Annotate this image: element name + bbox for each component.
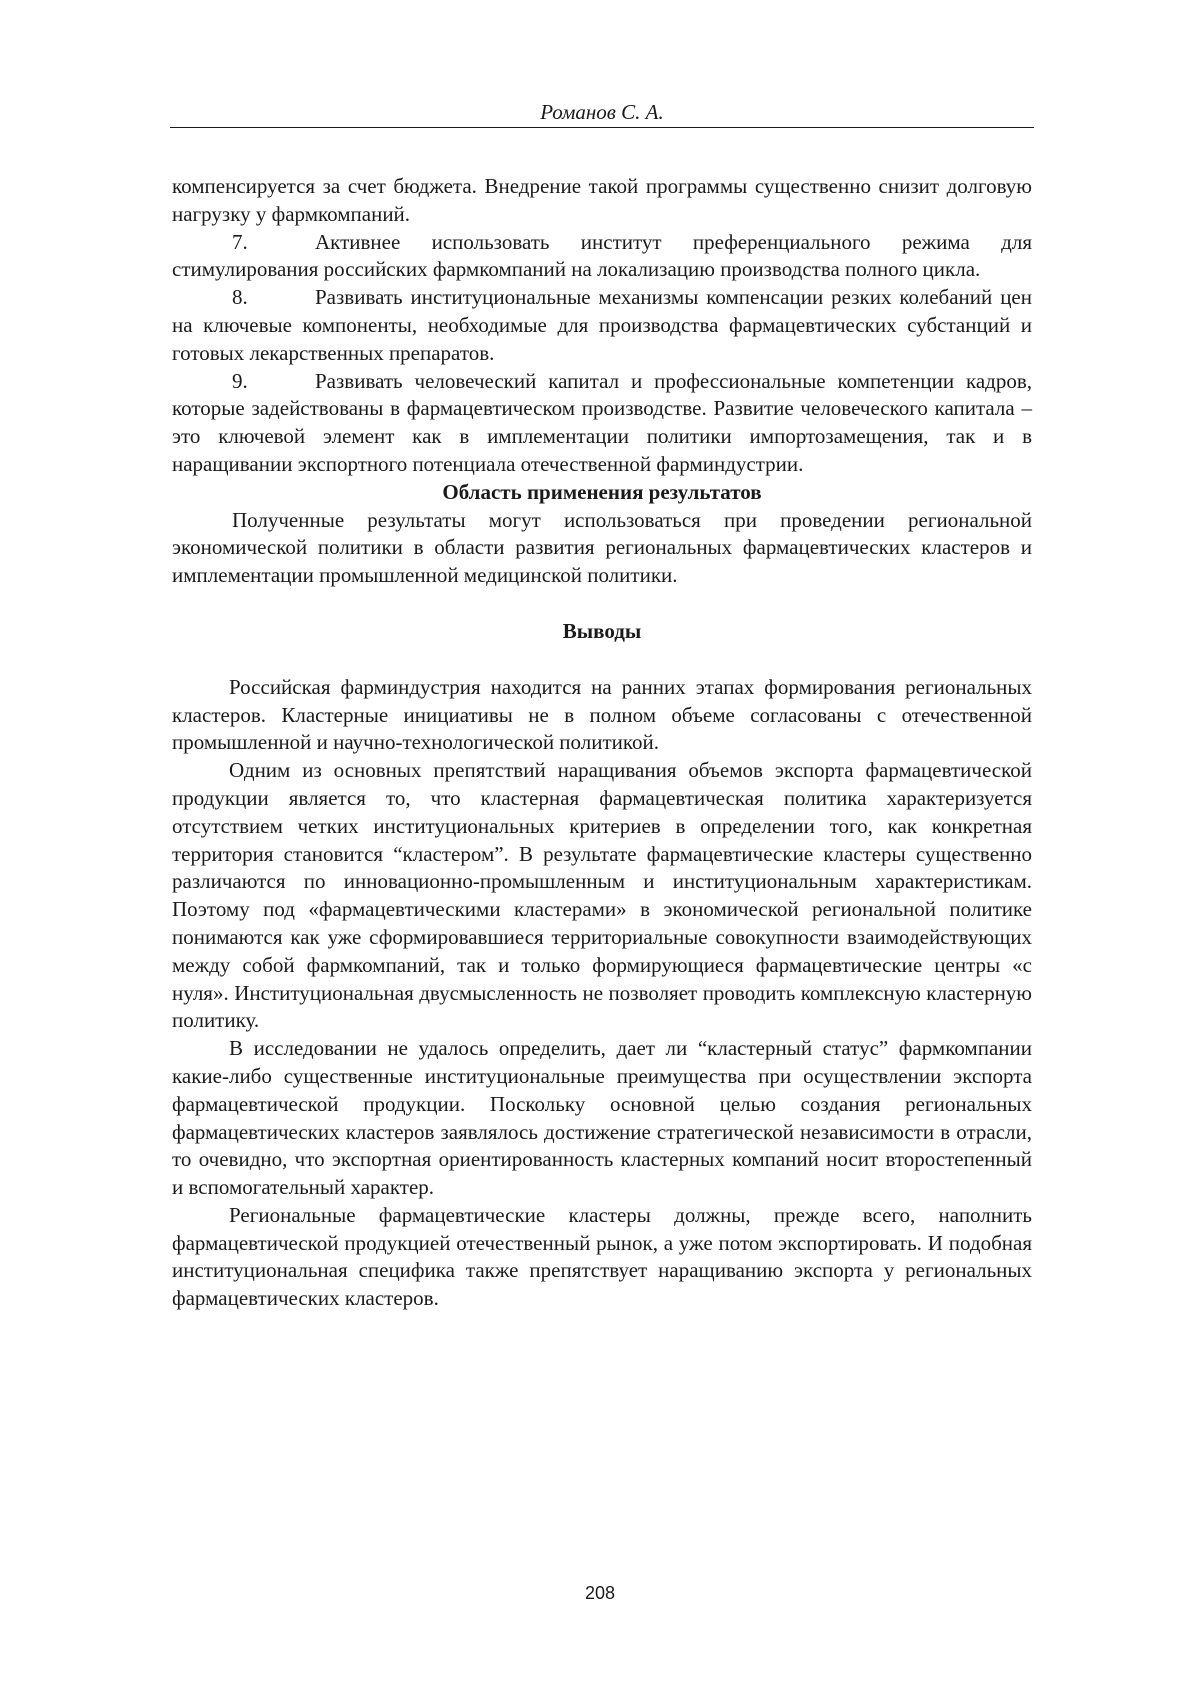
list-item-text: Активнее использовать институт преференциального режима для стимулирования российских фармкомпаний на локализацию производства полного цикла. (172, 229, 1032, 282)
header-divider (170, 127, 1034, 128)
conclusions-paragraph-4: Региональные фармацевтические кластеры должны, прежде всего, наполнить фармацевтической продукцией отечественный рынок, а уже потом экспортировать. И подобная институциональная специфика также препятствует наращиванию экспорта у региональных фармацевтических кластеров. (172, 1202, 1032, 1311)
body-text (172, 173, 1032, 1313)
paragraph-continuation: компенсируется за счет бюджета. Внедрение такой программы существенно снизит долговую нагрузку у фармкомпаний. (172, 174, 1032, 226)
application-paragraph: Полученные результаты могут использоваться при проведении региональной экономической политики в области развития региональных фармацевтических кластеров и имплементации промышленной медицинской политики. (172, 507, 1032, 588)
list-number: 9. (232, 368, 248, 393)
list-item-7 (172, 229, 1032, 285)
conclusions-paragraph-2: Одним из основных препятствий наращивания объемов экспорта фармацевтической продукции является то, что кластерная фармацевтическая политика характеризуется отсутствием четких институциональных критериев в определении того, как конкретная территория становится “кластером”. В результате фармацевтические кластеры существенно различаются по инновационно-промышленным и институциональным характеристикам. Поэтому под «фармацевтическими кластерами» в экономической региональной политике понимаются как уже сформировавшиеся территориальные совокупности взаимодействующих между собой фармкомпаний, так и только формирующиеся фармацевтические центры «с нуля». Институциональная двусмысленность не позволяет проводить комплексную кластерную политику. (172, 758, 1032, 1033)
list-number: 7. (232, 229, 248, 254)
list-item-text: Развивать человеческий капитал и профессиональные компетенции кадров, которые задействованы в фармацевтическом производстве. Развитие человеческого капитала – это ключевой элемент как в имплементации политики импортозамещения, так и в наращивании экспортного потенциала отечественной фарминдустрии. (172, 368, 1032, 476)
conclusions-paragraph-3: В исследовании не удалось определить, дает ли “кластерный статус” фармкомпании какие-либо существенные институциональные преимущества при осуществлении экспорта фармацевтической продукции. Поскольку основной целью создания региональных фармацевтических кластеров заявлялось достижение стратегической независимости в отрасли, то очевидно, что экспортная ориентированность кластерных компаний носит второстепенный и вспомогательный характер. (172, 1036, 1032, 1200)
list-number: 8. (232, 285, 248, 310)
list-item-8 (172, 284, 1032, 367)
list-item-text: Развивать институциональные механизмы компенсации резких колебаний цен на ключевые компоненты, необходимые для производства фармацевтических субстанций и готовых лекарственных препаратов. (172, 285, 1032, 365)
section-heading-conclusions: Выводы (562, 618, 642, 643)
page-number: 208 (584, 1583, 616, 1603)
section-heading-application: Область применения результатов (442, 479, 762, 504)
conclusions-paragraph-1: Российская фарминдустрия находится на ранних этапах формирования региональных кластеров. Кластерные инициативы не в полном объеме согласованы с отечественной промышленной и научно-технологической политикой. (172, 674, 1032, 755)
running-header-author: Романов С. А. (540, 100, 664, 124)
list-item-9 (172, 368, 1032, 479)
